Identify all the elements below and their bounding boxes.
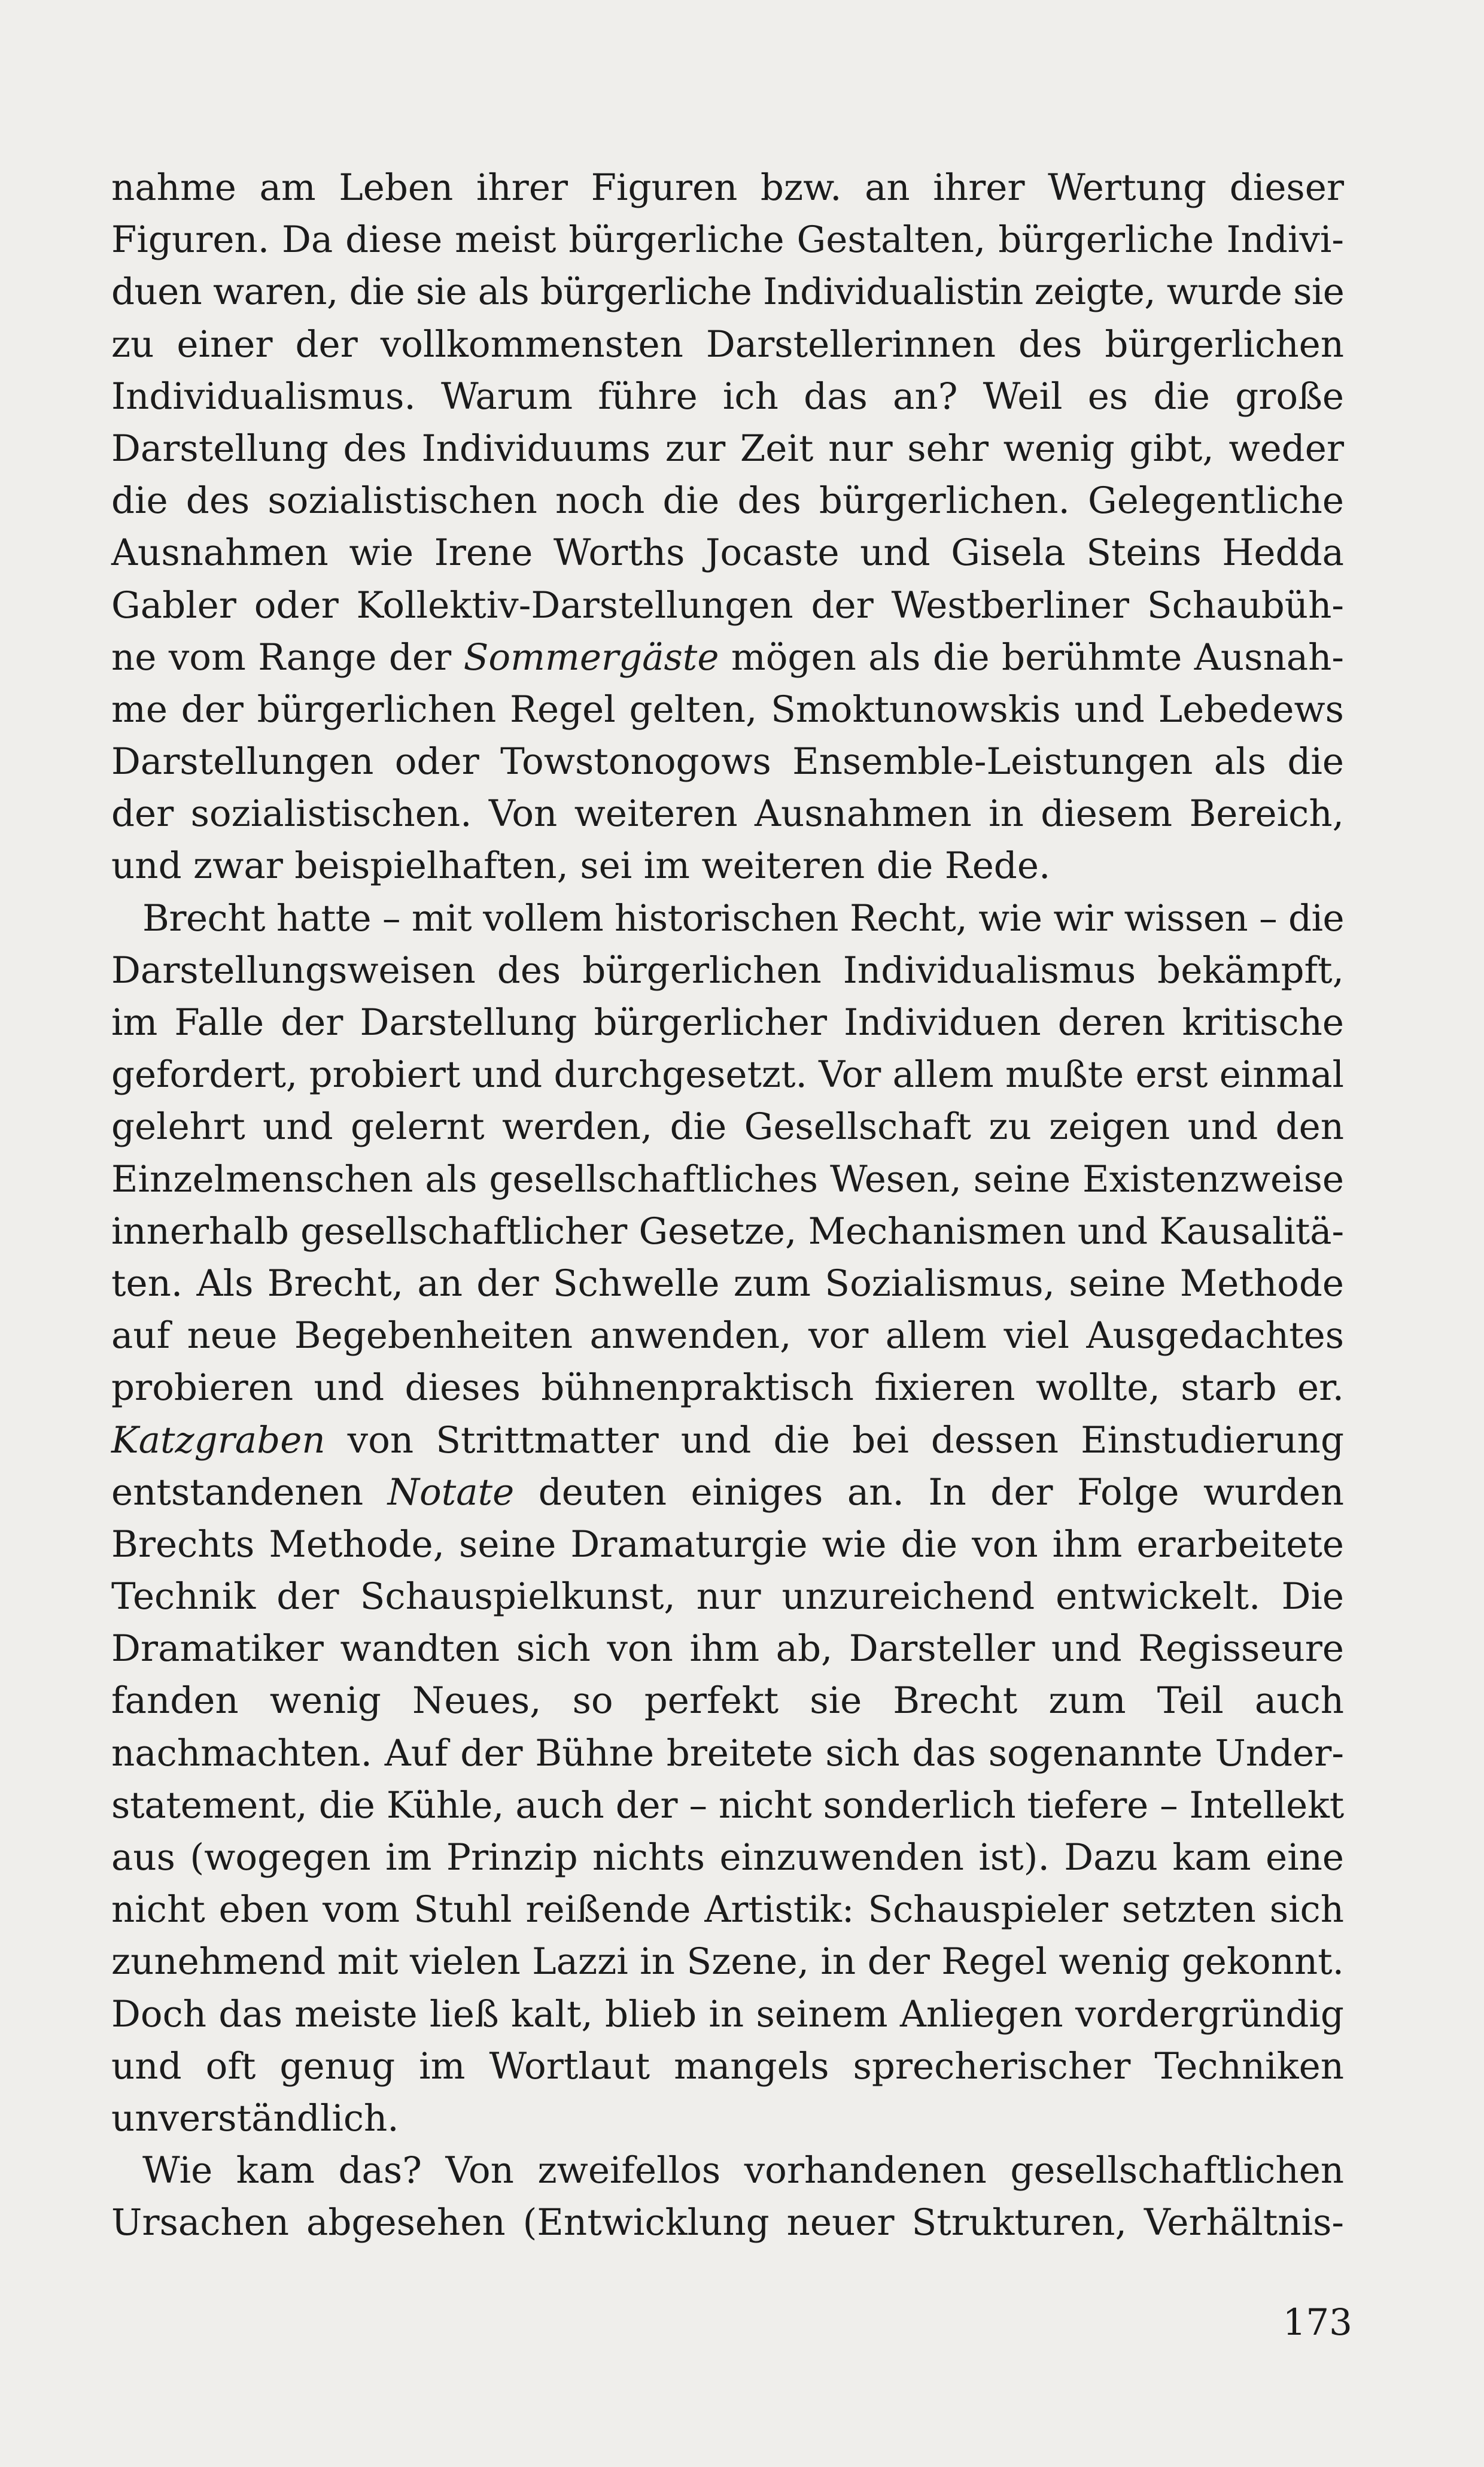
text-line: gelehrt und gelernt werden, die Gesellschaft zu zeigen und den — [111, 1105, 1344, 1149]
text-line: und zwar beispielhaften, sei im weiteren die Rede. — [111, 844, 1051, 888]
text-line: ten. Als Brecht, an der Schwelle zum Sozialismus, seine Methode — [111, 1262, 1344, 1305]
text-line — [111, 631, 1344, 683]
text-line: auf neue Begebenheiten anwenden, vor allem viel Ausgedachtes — [111, 1314, 1344, 1357]
text-line: nahme am Leben ihrer Figuren bzw. an ihrer Wertung dieser — [111, 166, 1344, 209]
text-line: zu einer der vollkommensten Darstellerinnen des bürgerlichen — [111, 323, 1344, 366]
text-line: nicht eben vom Stuhl reißende Artistik: Schauspieler setzten sich — [111, 1888, 1344, 1931]
text-line — [111, 1466, 1344, 1518]
text-line: fanden wenig Neues, so perfekt sie Brecht zum Teil auch — [111, 1679, 1344, 1722]
text-line: Individualismus. Warum führe ich das an? Weil es die große — [111, 375, 1344, 418]
text-segment: entstandenen — [111, 1471, 388, 1514]
text-line: Brecht hatte – mit vollem historischen Recht, wie wir wissen – die — [142, 897, 1345, 940]
text-segment: deuten einiges an. In der Folge wurden — [514, 1471, 1344, 1514]
text-line: duen waren, die sie als bürgerliche Individualistin zeigte, wurde sie — [111, 271, 1345, 314]
text-line: Einzelmenschen als gesellschaftliches Wesen, seine Existenzweise — [111, 1157, 1344, 1201]
text-line: Brechts Methode, seine Dramaturgie wie die von ihm erarbeitete — [111, 1523, 1344, 1566]
text-line: zunehmend mit vielen Lazzi in Szene, in der Regel wenig gekonnt. — [111, 1940, 1344, 1983]
text-line — [111, 1414, 1344, 1466]
text-line: unverständlich. — [111, 2097, 399, 2140]
text-line: Gabler oder Kollektiv-Darstellungen der Westberliner Schaubüh- — [111, 584, 1344, 627]
text-line: Doch das meiste ließ kalt, blieb in seinem Anliegen vordergründig — [111, 1992, 1344, 2035]
text-line: der sozialistischen. Von weiteren Ausnahmen in diesem Bereich, — [111, 792, 1344, 836]
text-line: Figuren. Da diese meist bürgerliche Gestalten, bürgerliche Indivi- — [111, 218, 1344, 262]
text-line: Wie kam das? Von zweifellos vorhandenen gesellschaftlichen — [142, 2149, 1344, 2192]
text-line: Ursachen abgesehen (Entwicklung neuer Strukturen, Verhältnis- — [111, 2201, 1344, 2244]
text-segment: mögen als die berühmte Ausnah- — [719, 636, 1344, 679]
text-segment: ne vom Range der — [111, 636, 464, 679]
text-line: nachmachten. Auf der Bühne breitete sich das sogenannte Under- — [111, 1731, 1344, 1775]
body-text — [111, 162, 1344, 2249]
text-segment: von Strittmatter und die bei dessen Einstudierung — [325, 1418, 1344, 1462]
text-line: statement, die Kühle, auch der – nicht sonderlich tiefere – Intellekt — [111, 1784, 1344, 1827]
text-line: innerhalb gesellschaftlicher Gesetze, Mechanismen und Kausalitä- — [111, 1210, 1345, 1253]
text-line: me der bürgerlichen Regel gelten, Smoktunowskis und Lebedews — [111, 688, 1344, 731]
text-line: Dramatiker wandten sich von ihm ab, Darsteller und Regisseure — [111, 1627, 1344, 1670]
text-line: Darstellungen oder Towstonogows Ensemble-Leistungen als die — [111, 740, 1344, 783]
text-line: Darstellungsweisen des bürgerlichen Individualismus bekämpft, — [111, 949, 1344, 992]
text-line: im Falle der Darstellung bürgerlicher Individuen deren kritische — [111, 1001, 1344, 1044]
text-line: die des sozialistischen noch die des bürgerlichen. Gelegentliche — [111, 479, 1344, 522]
text-line: probieren und dieses bühnenpraktisch fixieren wollte, starb er. — [111, 1366, 1344, 1409]
italic-title: Katzgraben — [111, 1418, 326, 1462]
text-line: Ausnahmen wie Irene Worths Jocaste und Gisela Steins Hedda — [111, 531, 1344, 575]
text-line: Darstellung des Individuums zur Zeit nur sehr wenig gibt, weder — [111, 427, 1344, 470]
italic-title: Notate — [387, 1471, 515, 1514]
page-number: 173 — [1282, 2301, 1352, 2344]
text-line: gefordert, probiert und durchgesetzt. Vor allem mußte erst einmal — [111, 1053, 1344, 1096]
italic-title: Sommergäste — [463, 636, 719, 679]
text-line: Technik der Schauspielkunst, nur unzureichend entwickelt. Die — [111, 1575, 1344, 1618]
text-line: und oft genug im Wortlaut mangels sprecherischer Techniken — [111, 2044, 1344, 2088]
text-line: aus (wogegen im Prinzip nichts einzuwenden ist). Dazu kam eine — [111, 1836, 1344, 1879]
